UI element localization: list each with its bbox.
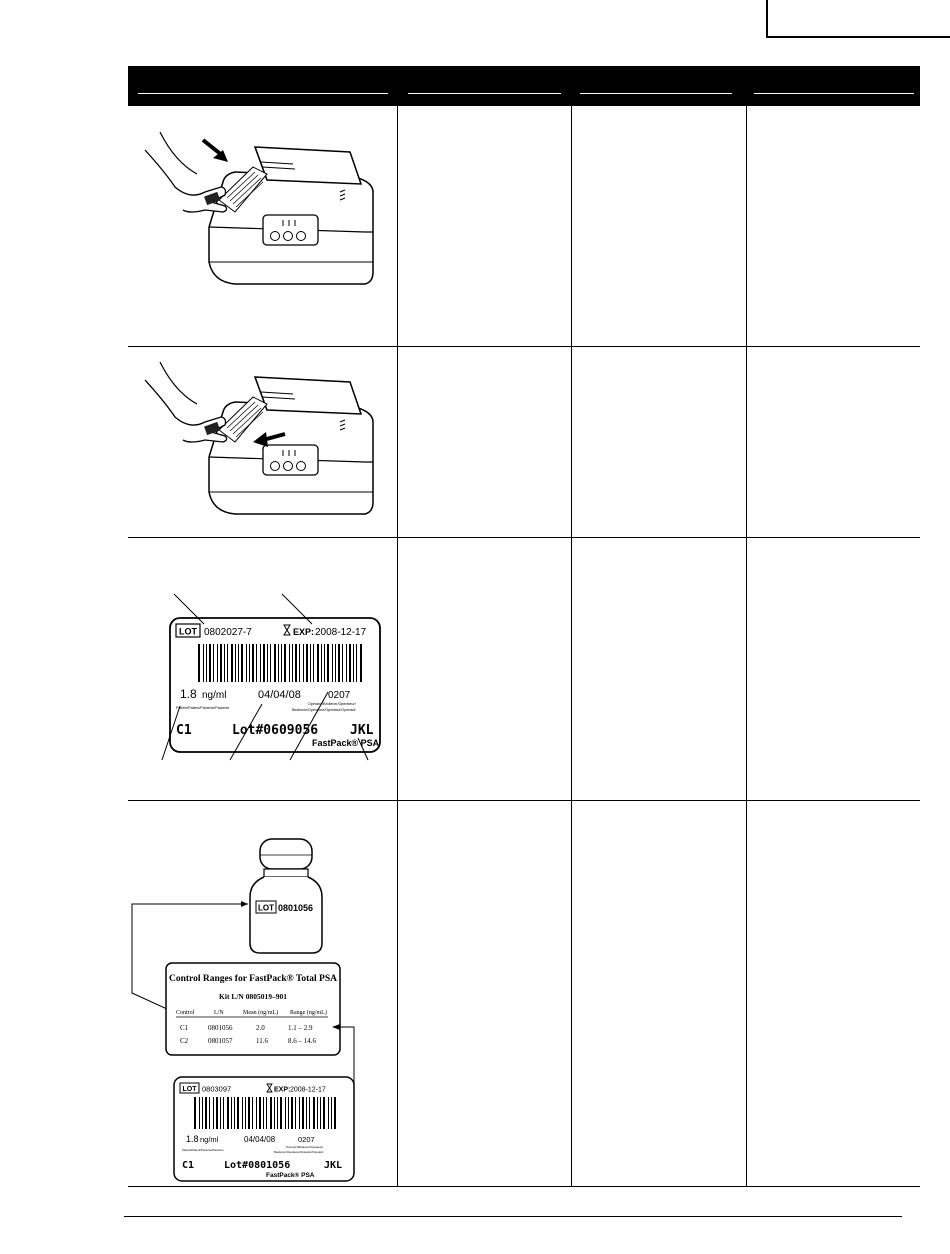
test-date: 04/04/08 <box>258 689 301 701</box>
barcode-bar <box>320 1097 321 1129</box>
barcode-bar <box>353 644 354 682</box>
barcode-bar <box>331 1097 332 1129</box>
barcode-bar <box>223 1097 224 1129</box>
barcode-bar <box>299 644 300 682</box>
col-header-ln: L/N <box>214 1010 224 1016</box>
header-cell-1 <box>138 93 388 94</box>
table-header <box>128 66 920 106</box>
barcode-bar <box>245 1097 246 1129</box>
barcode-bar <box>332 644 333 682</box>
barcode-bar <box>274 1097 275 1129</box>
barcode-bar <box>302 1097 304 1129</box>
barcode-bar <box>235 644 236 682</box>
vial-illustration <box>250 839 322 953</box>
row-c2-control: C2 <box>180 1037 189 1045</box>
barcode-bar <box>203 644 204 682</box>
exp-date: 2008-12-17 <box>315 627 367 638</box>
barcode-bar <box>252 1097 253 1129</box>
barcode-bar <box>338 644 340 682</box>
barcode-bar <box>238 644 239 682</box>
barcode-bar <box>280 1097 282 1129</box>
barcode-bar <box>360 644 362 682</box>
barcode-bar <box>267 644 268 682</box>
barcode-bar <box>202 1097 203 1129</box>
row-divider-3 <box>128 800 920 801</box>
vial-lot-number: 0801056 <box>278 903 314 913</box>
barcode-bar <box>306 644 308 682</box>
barcode-bar <box>295 1097 296 1129</box>
barcode-bar <box>249 644 250 682</box>
barcode-bar <box>288 1097 289 1129</box>
operator-caption-1: Operator/Bediener/Operateur/ <box>308 702 356 706</box>
barcode-bar <box>263 644 265 682</box>
barcode-bar <box>194 1097 196 1129</box>
barcode-bar <box>270 1097 272 1129</box>
strip2-result-value: 1.8 <box>186 1134 199 1144</box>
row-c2-ln: 0801057 <box>208 1037 233 1045</box>
strip2-result-unit: ng/ml <box>200 1135 219 1144</box>
barcode-bar <box>335 644 336 682</box>
strip2-lot-number: 0803097 <box>202 1084 232 1094</box>
barcode-bar <box>323 1097 325 1129</box>
barcode-bar <box>248 1097 250 1129</box>
barcode-bar <box>299 1097 300 1129</box>
printer-insert-illustration <box>135 112 385 297</box>
barcode-bar <box>256 1097 257 1129</box>
table-bottom-border <box>128 1186 920 1187</box>
control-card-title: Control Ranges for FastPack® Total PSA <box>169 974 337 984</box>
brand-name: FastPack® PSA <box>312 738 380 748</box>
strip2-lot-reference: Lot#0801056 <box>224 1160 291 1171</box>
barcode-bar <box>252 644 254 682</box>
barcode-bar <box>274 644 276 682</box>
barcode-bar <box>327 644 329 682</box>
barcode-bar <box>303 644 304 682</box>
barcode-bar <box>198 644 200 682</box>
barcode-bar <box>285 1097 286 1129</box>
barcode-bar <box>227 644 228 682</box>
barcode-bar <box>284 644 286 682</box>
row-c2-mean: 11.6 <box>256 1037 268 1045</box>
kit-lot-line: Kit L/N 0805019–901 <box>219 992 287 1001</box>
strip-label-diagram <box>140 588 390 768</box>
barcode-bar <box>206 644 207 682</box>
barcode-bar <box>216 1097 218 1129</box>
operator-initials: JKL <box>350 723 374 738</box>
barcode-bar <box>266 1097 267 1129</box>
barcode-bar <box>256 644 257 682</box>
barcode-bar <box>259 1097 261 1129</box>
barcode-bar <box>278 644 279 682</box>
corner-crop-mark <box>766 0 768 38</box>
barcode-bar <box>317 644 319 682</box>
barcode-bar <box>328 1097 329 1129</box>
callout-line-lot <box>174 594 204 624</box>
barcode-bar <box>295 644 297 682</box>
strip2-exp-label: EXP: <box>274 1086 291 1094</box>
strip2-operator-initials: JKL <box>324 1160 343 1171</box>
lot-reference: Lot#0609056 <box>232 723 319 738</box>
barcode-bar <box>321 644 322 682</box>
operator-caption-2: Bedienen/Operatore/Operador/Operatör <box>292 708 356 712</box>
barcode-bar <box>213 644 214 682</box>
strip2-operator-code: 0207 <box>298 1135 315 1144</box>
row-divider-2 <box>128 537 920 538</box>
row-c1-ln: 0801056 <box>208 1024 233 1032</box>
lot-number: 0802027-7 <box>204 627 252 638</box>
row-c1-mean: 2.0 <box>256 1024 265 1032</box>
strip2-operator-caption-2: Bedienen/Operatore/Operador/Operatör <box>274 1150 324 1154</box>
callout-line-exp <box>282 594 312 624</box>
row-c1-range: 1.1 – 2.9 <box>288 1024 313 1032</box>
strip2-control-code: C1 <box>182 1160 195 1171</box>
barcode-bar <box>237 1097 239 1129</box>
header-cell-4 <box>754 93 914 94</box>
row-c1-control: C1 <box>180 1024 189 1032</box>
barcode-bar <box>289 644 290 682</box>
barcode-bar <box>246 644 247 682</box>
barcode-bar <box>224 644 225 682</box>
result-unit: ng/ml <box>202 690 227 701</box>
barcode-bar <box>220 644 222 682</box>
strip2-exp-date: 2008-12-17 <box>290 1086 326 1094</box>
col-header-control: Control <box>176 1010 195 1016</box>
operator-code: 0207 <box>328 690 351 701</box>
barcode <box>198 644 362 682</box>
barcode-bar <box>220 1097 221 1129</box>
header-cell-3 <box>580 93 732 94</box>
barcode-bar <box>270 644 271 682</box>
barcode-bar <box>199 1097 200 1129</box>
barcode-bar <box>292 644 293 682</box>
barcode-bar <box>205 1097 207 1129</box>
column-divider-1 <box>397 106 398 1187</box>
corner-crop-mark-horizontal <box>766 36 950 38</box>
vial-lot-symbol: LOT <box>258 903 274 913</box>
row-c2-range: 8.6 – 14.6 <box>288 1037 316 1045</box>
row-divider-1 <box>128 346 920 347</box>
barcode-bar <box>209 1097 210 1129</box>
header-cell-2 <box>408 93 561 94</box>
barcode-bar <box>234 1097 235 1129</box>
barcode-bar <box>346 644 347 682</box>
strip2-operator-caption-1: Operator/Bediener/Operateur/ <box>286 1145 324 1149</box>
barcode-bar <box>306 1097 307 1129</box>
column-divider-2 <box>571 106 572 1187</box>
barcode-bar <box>227 1097 229 1129</box>
exp-label: EXP: <box>293 627 315 637</box>
barcode-bar <box>313 644 314 682</box>
barcode-bar <box>317 1097 318 1129</box>
barcode-bar <box>356 644 357 682</box>
patient-caption: Patient/Patient/Paciente/Paciente <box>176 706 230 710</box>
barcode-bar <box>342 644 343 682</box>
lot-symbol: LOT <box>179 626 197 637</box>
barcode-bar <box>242 1097 243 1129</box>
control-code: C1 <box>176 723 192 738</box>
barcode-bar <box>209 644 211 682</box>
control-verification-diagram <box>128 835 390 1185</box>
barcode-bar <box>309 1097 310 1129</box>
strip2-lot-symbol: LOT <box>182 1086 197 1093</box>
footer-rule <box>124 1216 902 1217</box>
barcode-bar <box>213 1097 214 1129</box>
barcode-bar <box>334 1097 336 1129</box>
barcode-bar <box>281 644 282 682</box>
printer-pull-illustration <box>135 352 385 527</box>
barcode-bar <box>313 1097 315 1129</box>
barcode-bar <box>231 1097 232 1129</box>
column-divider-3 <box>746 106 747 1187</box>
barcode-bar <box>217 644 218 682</box>
barcode-bar <box>277 1097 278 1129</box>
barcode-bar <box>231 644 233 682</box>
barcode-bar <box>324 644 325 682</box>
strip2-brand-name: FastPack® PSA <box>266 1172 315 1179</box>
result-value: 1.8 <box>180 687 197 701</box>
barcode-bar <box>260 644 261 682</box>
barcode-bar <box>310 644 311 682</box>
col-header-range: Range (ng/mL) <box>290 1010 327 1016</box>
barcode-bar <box>349 644 351 682</box>
hourglass-icon <box>284 625 290 635</box>
strip2-test-date: 04/04/08 <box>244 1135 276 1144</box>
barcode-bar <box>291 1097 293 1129</box>
strip2-patient-caption: Patient/Patient/Paciente/Paciente <box>182 1148 224 1152</box>
col-header-mean: Mean (ng/mL) <box>243 1010 279 1016</box>
barcode-bar <box>263 1097 264 1129</box>
barcode-bar <box>241 644 243 682</box>
